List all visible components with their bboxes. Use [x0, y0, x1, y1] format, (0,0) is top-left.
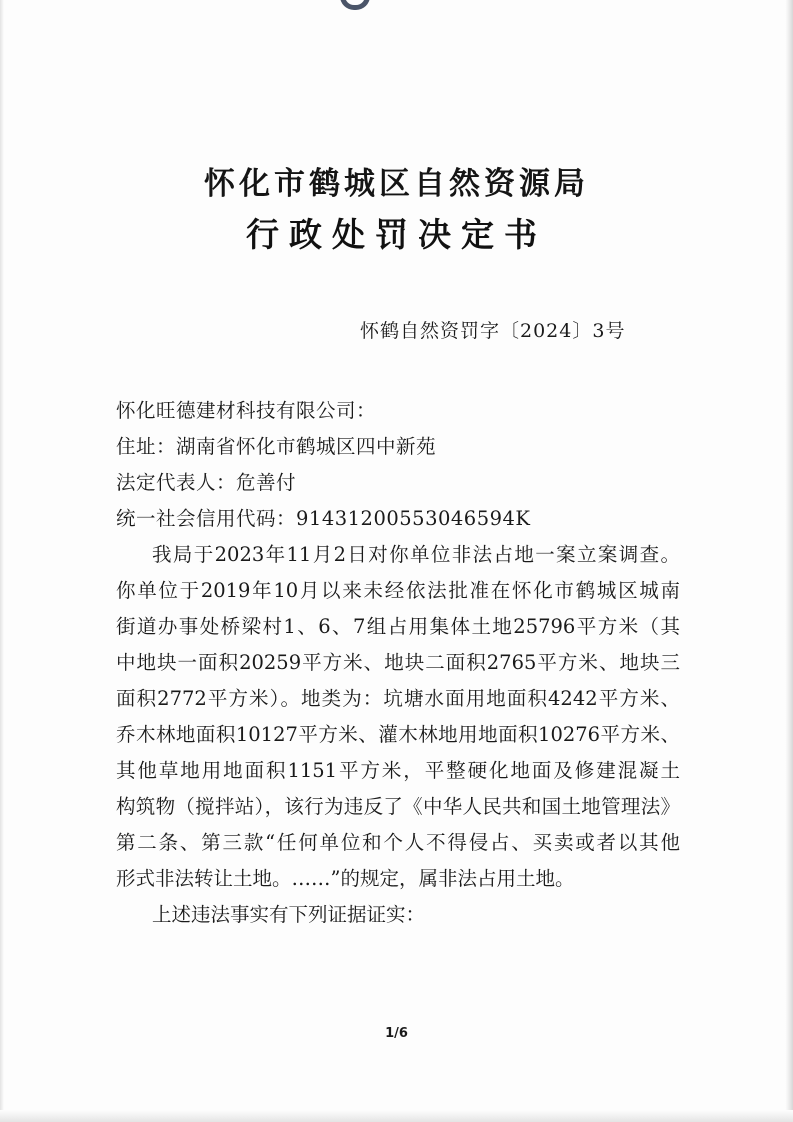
paragraph-line: 形式非法转让土地。……”的规定，属非法占用土地。: [116, 867, 575, 890]
document-type-title: 行政处罚决定书: [246, 215, 547, 254]
paper-bottom-edge: [0, 1110, 793, 1122]
paragraph-line: 第二条、第三款“任何单位和个人不得侵占、买卖或者以其他: [116, 831, 680, 854]
evidence-intro-line: 上述违法事实有下列证据证实：: [152, 903, 426, 926]
paragraph-line: 其他草地用地面积1151平方米，平整硬化地面及修建混凝土: [116, 759, 680, 782]
paragraph-line: 你单位于2019年10月以来未经依法批准在怀化市鹤城区城南: [116, 579, 680, 602]
issuing-authority-title: 怀化市鹤城区自然资源局: [204, 166, 589, 202]
binding-clip-mark: [340, 0, 370, 10]
page-number: 1/6: [385, 1026, 408, 1041]
party-legal-representative: 法定代表人：危善付: [116, 471, 297, 494]
paragraph-line: 构筑物（搅拌站），该行为违反了《中华人民共和国土地管理法》: [116, 795, 680, 818]
document-number: 怀鹤自然资罚字〔2024〕3号: [360, 320, 626, 342]
paragraph-line: 街道办事处桥梁村1、6、7组占用集体土地25796平方米（其: [116, 615, 680, 638]
paragraph-line: 乔木林地面积10127平方米、灌木林地用地面积10276平方米、: [116, 723, 680, 746]
party-address: 住址：湖南省怀化市鹤城区四中新苑: [116, 435, 437, 458]
paragraph-line: 面积2772平方米）。地类为：坑塘水面用地面积4242平方米、: [116, 687, 680, 710]
party-credit-code: 统一社会信用代码：91431200553046594K: [116, 507, 531, 530]
paragraph-line: 我局于2023年11月2日对你单位非法占地一案立案调查。: [152, 543, 680, 566]
party-name: 怀化旺德建材科技有限公司：: [116, 399, 377, 422]
paragraph-line: 中地块一面积20259平方米、地块二面积2765平方米、地块三: [116, 651, 680, 674]
